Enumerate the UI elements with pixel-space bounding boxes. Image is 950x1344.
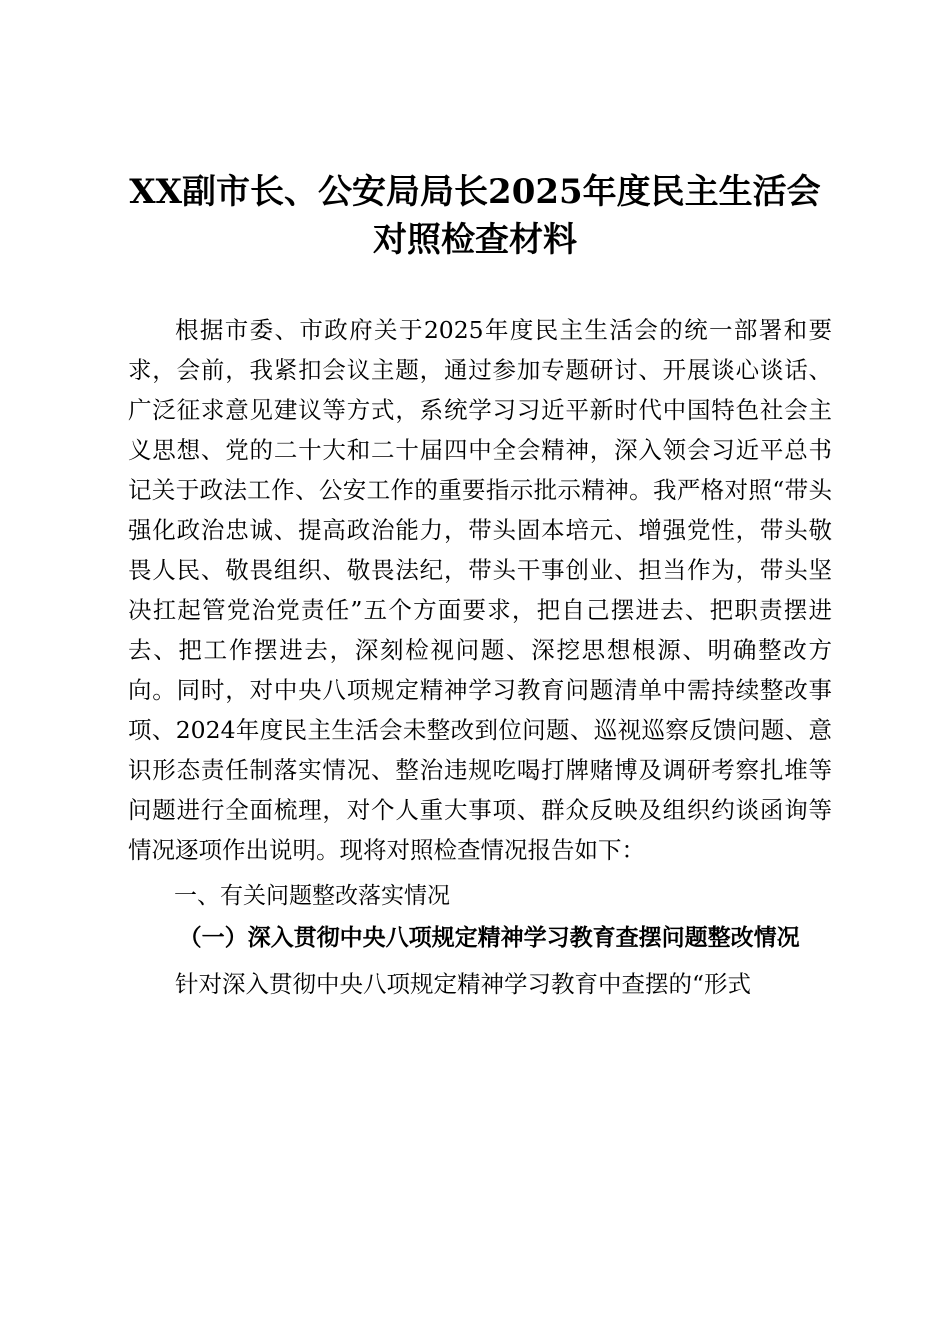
section-1-heading: 一、有关问题整改落实情况 [174,883,450,909]
document-title [100,168,850,264]
subsection-1-paragraph: 针对深入贯彻中央八项规定精神学习教育中查摆的“形式 [175,970,752,998]
title-line-1: XX副市长、公安局局长2025年度民主生活会 [129,172,821,212]
title-line-2: 对照检查材料 [373,220,577,260]
document-body [128,310,832,1004]
intro-paragraph: 根据市委、市政府关于2025年度民主生活会的统一部署和要求，会前，我紧扣会议主题，通过参加专题研讨、开展谈心谈话、广泛征求意见建议等方式，系统学习习近平新时代中国特色社会主义思想、党的二十大和二十届四中全会精神，深入领会习近平总书记关于政法工作、公安工作的重要指示批示精神。我严格对照“带头强化政治忠诚、提高政治能力，带头固本培元、增强党性，带头敬畏人民、敬畏组织、敬畏法纪，带头干事创业、担当作为，带头坚决扛起管党治党责任”五个方面要求，把自己摆进去、把职责摆进去、把工作摆进去，深刻检视问题、深挖思想根源、明确整改方向。同时，对中央八项规定精神学习教育问题清单中需持续整改事项、2024年度民主生活会未整改到位问题、巡视巡察反馈问题、意识形态责任制落实情况、整治违规吃喝打牌赌博及调研考察扎堆等问题进行全面梳理，对个人重大事项、群众反映及组织约谈函询等情况逐项作出说明。现将对照检查情况报告如下： [128,316,832,864]
subsection-1-heading: （一）深入贯彻中央八项规定精神学习教育查摆问题整改情况 [178,925,800,951]
